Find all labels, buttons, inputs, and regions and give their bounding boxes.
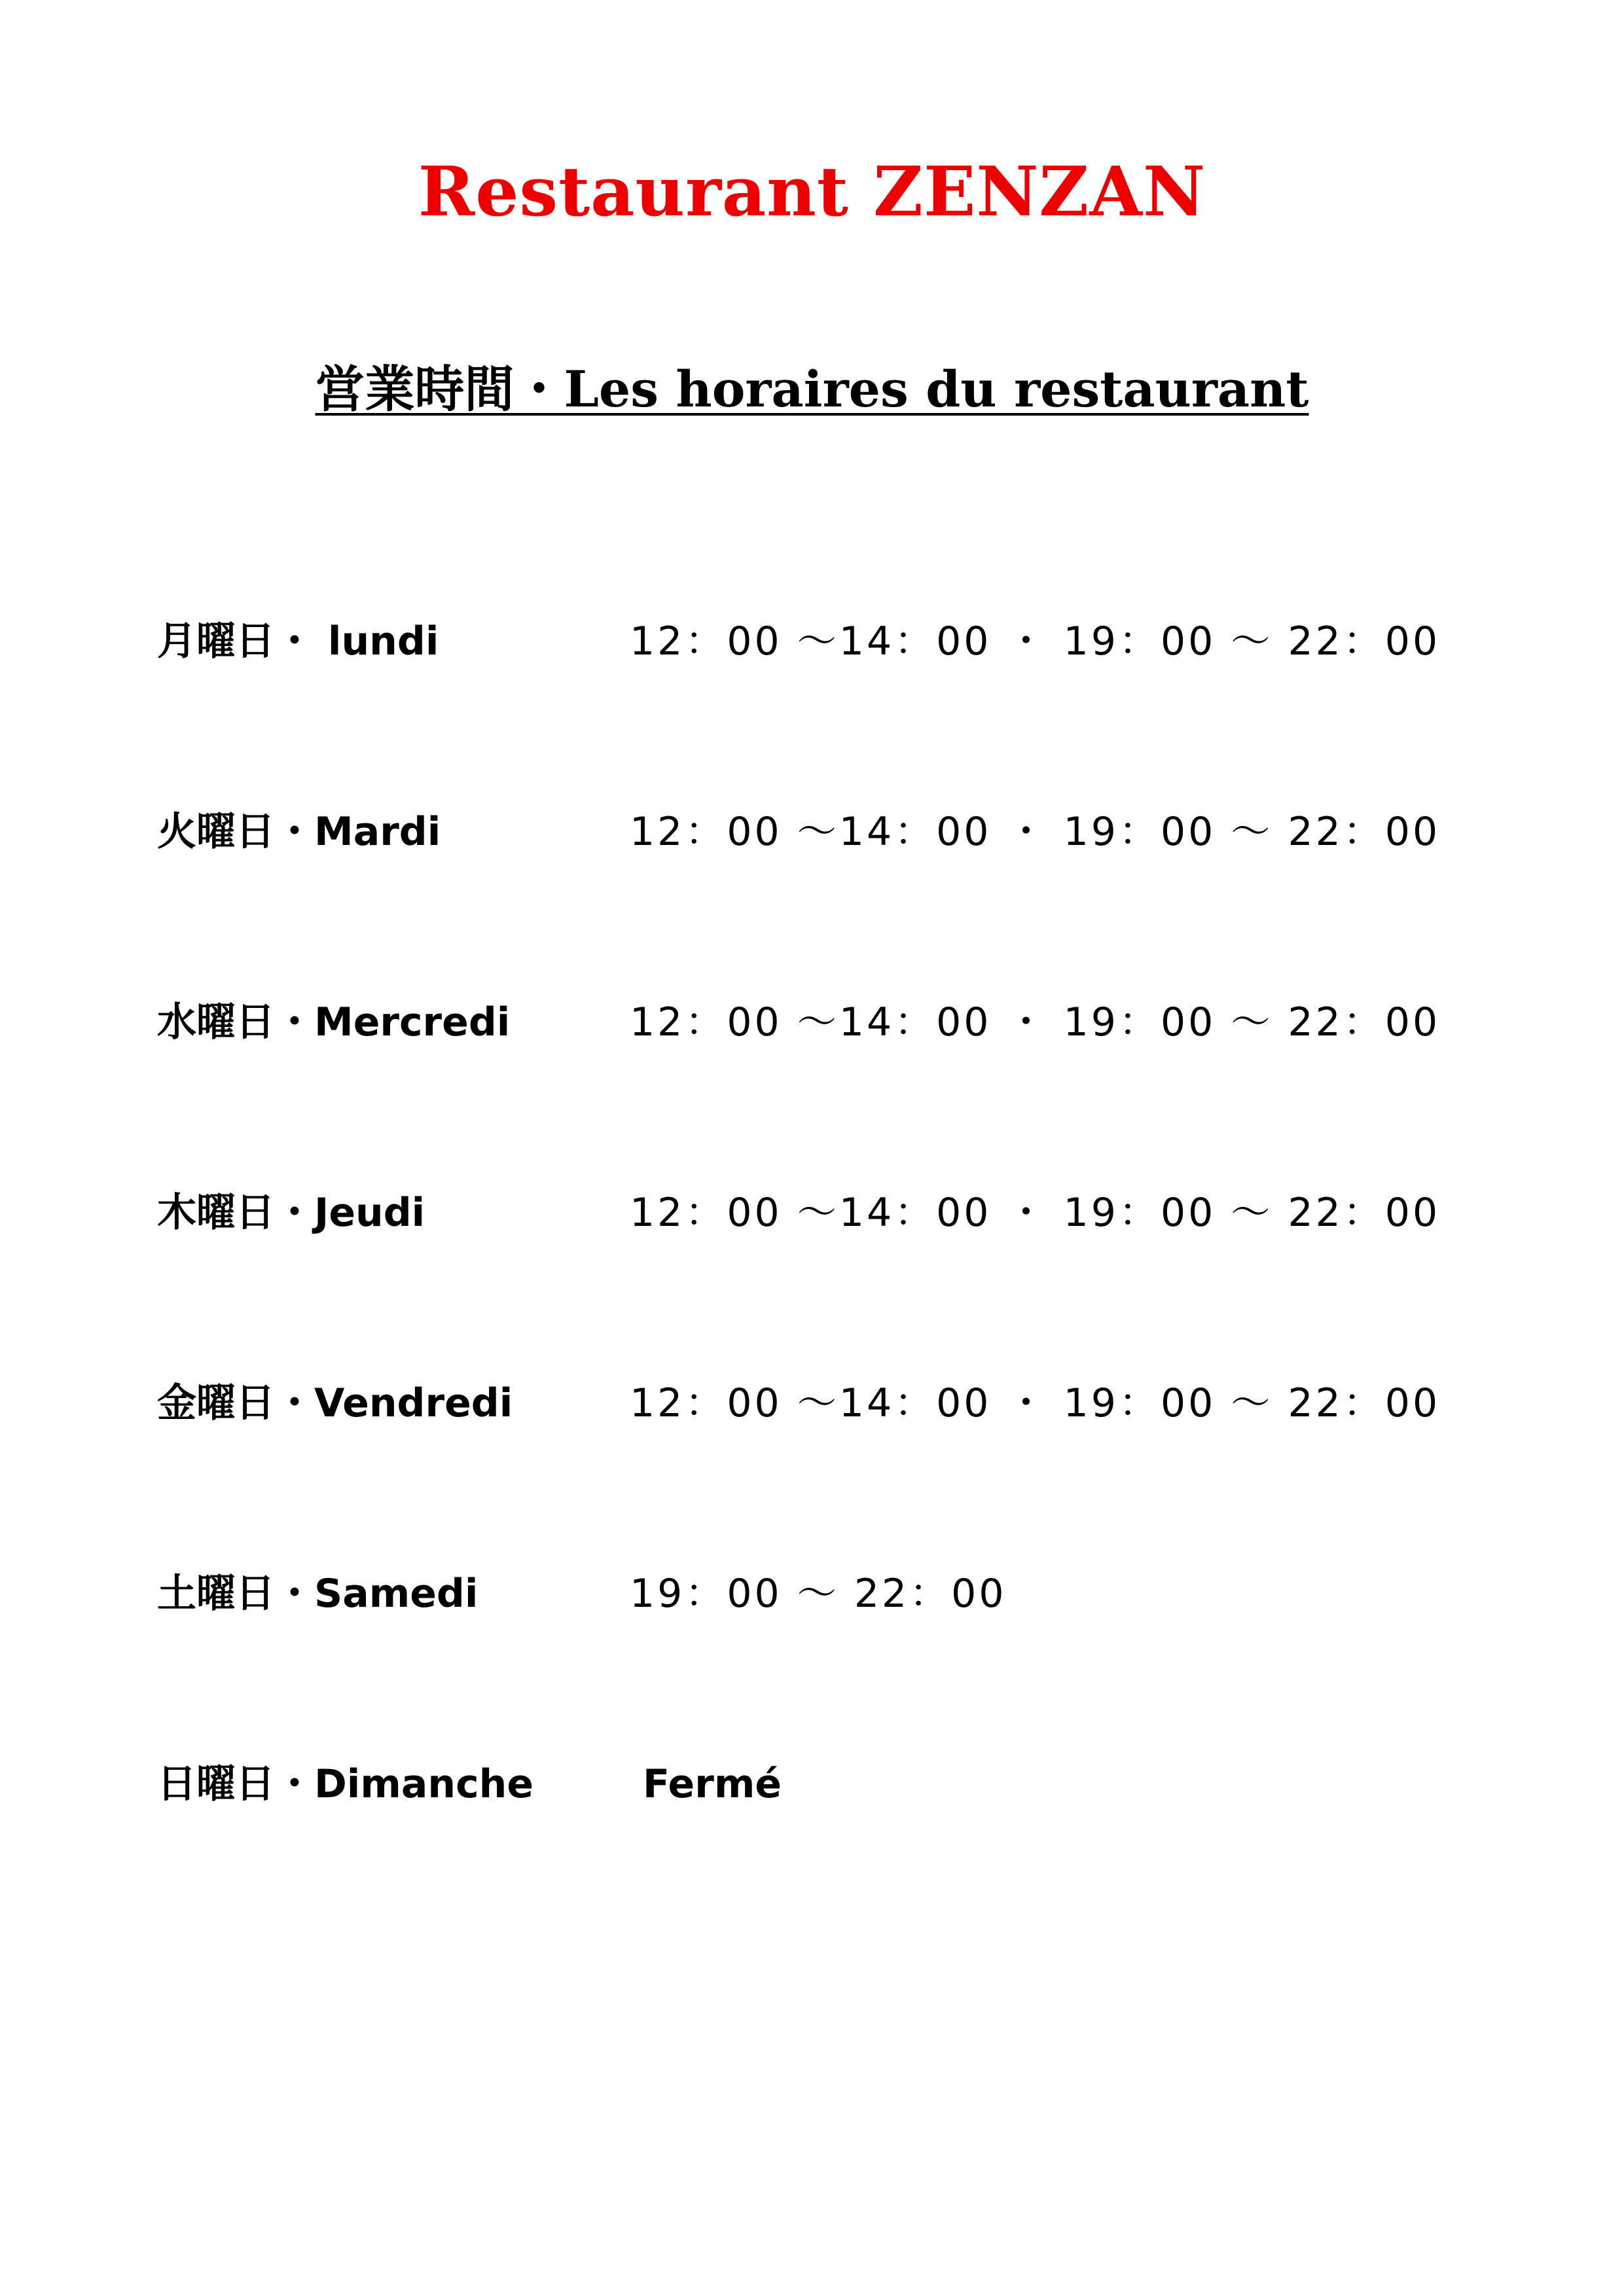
day-label: 土曜日・Samedi bbox=[157, 1571, 478, 1617]
hours-value: 12：00 〜14：00 ・ 19：00 〜 22：00 bbox=[630, 809, 1441, 855]
closed-status: Fermé bbox=[643, 1761, 782, 1807]
day-label: 火曜日・Mardi bbox=[157, 809, 441, 855]
opening-hours-heading-text: 営業時間・Les horaires du restaurant bbox=[315, 360, 1309, 418]
day-label: 日曜日・Dimanche bbox=[157, 1761, 534, 1807]
schedule-row-sunday bbox=[157, 1751, 1532, 1942]
hours-value: 12：00 〜14：00 ・ 19：00 〜 22：00 bbox=[630, 1380, 1441, 1426]
opening-hours-schedule bbox=[157, 609, 1532, 1942]
schedule-row-thursday bbox=[157, 1180, 1532, 1371]
schedule-row-tuesday bbox=[157, 799, 1532, 990]
schedule-row-friday bbox=[157, 1371, 1532, 1561]
schedule-row-saturday bbox=[157, 1561, 1532, 1751]
day-label: 金曜日・Vendredi bbox=[157, 1380, 513, 1426]
day-label: 月曜日・ lundi bbox=[157, 619, 439, 664]
schedule-row-monday bbox=[157, 609, 1532, 799]
hours-value: 19：00 〜 22：00 bbox=[630, 1571, 1007, 1617]
opening-hours-heading bbox=[0, 353, 1624, 425]
restaurant-title: Restaurant ZENZAN bbox=[418, 151, 1206, 232]
hours-value: 12：00 〜14：00 ・ 19：00 〜 22：00 bbox=[630, 619, 1441, 664]
hours-value: 12：00 〜14：00 ・ 19：00 〜 22：00 bbox=[630, 1190, 1441, 1236]
schedule-row-wednesday bbox=[157, 990, 1532, 1180]
day-label: 木曜日・Jeudi bbox=[157, 1190, 425, 1236]
hours-value: 12：00 〜14：00 ・ 19：00 〜 22：00 bbox=[630, 999, 1441, 1045]
day-label: 水曜日・Mercredi bbox=[157, 999, 511, 1045]
